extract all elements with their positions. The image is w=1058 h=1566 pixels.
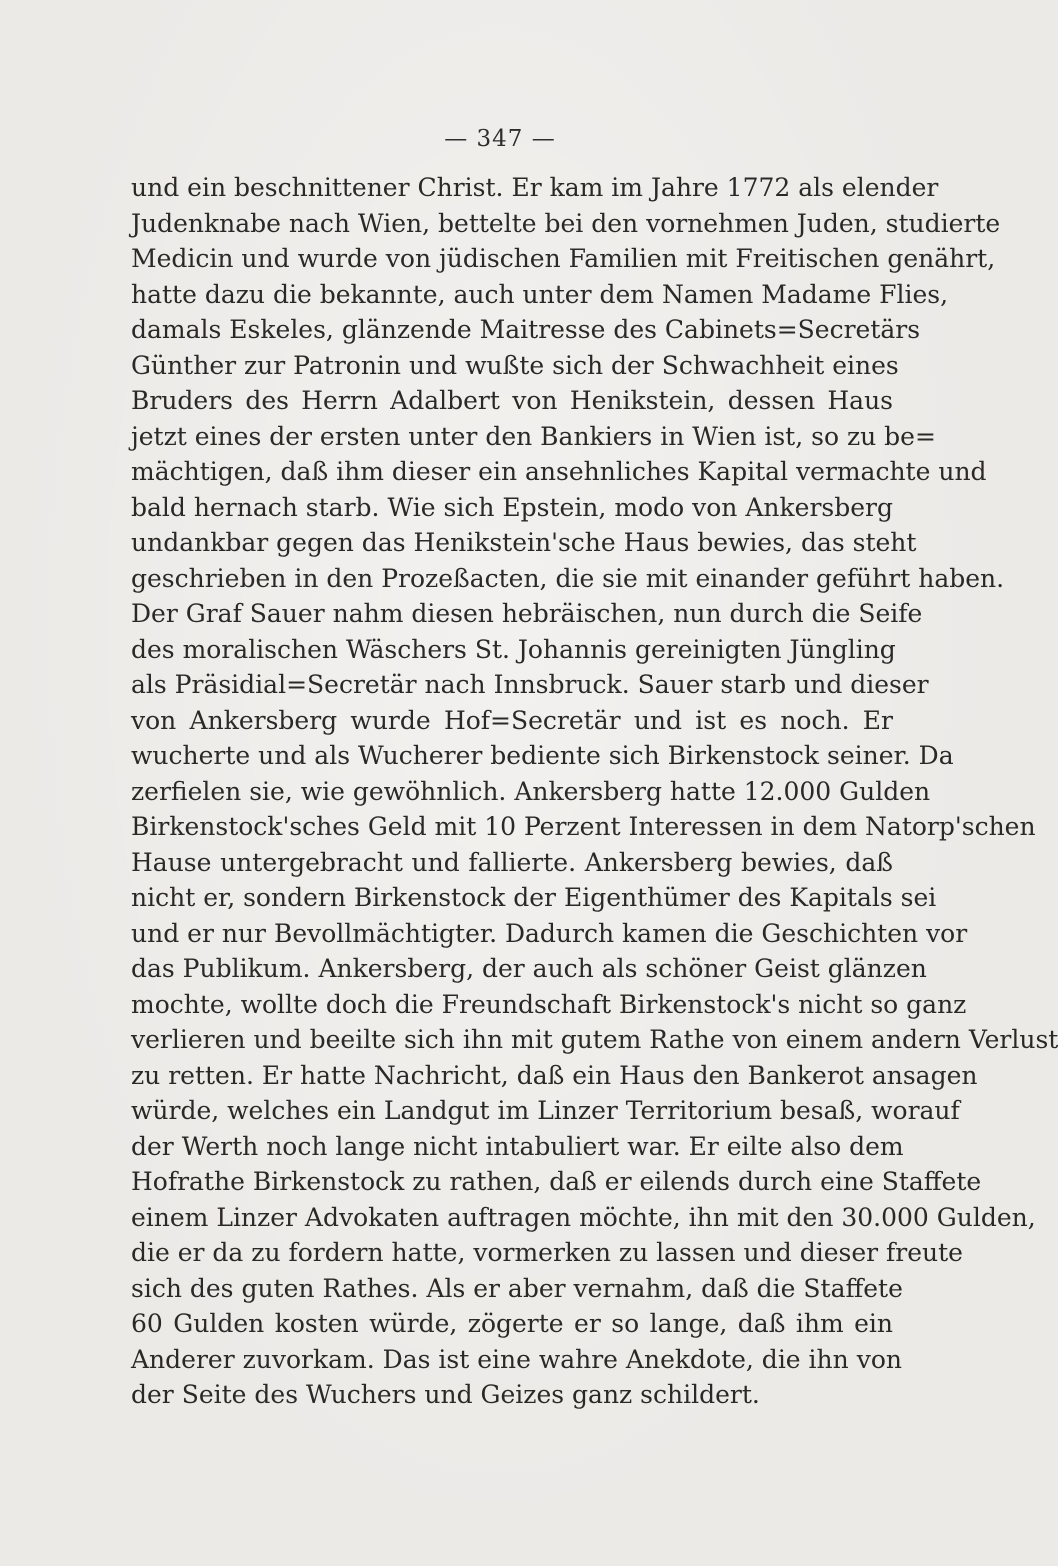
text-line: geschrieben in den Prozeßacten, die sie mit einander geführt haben. [131,563,1005,593]
text-line: wucherte und als Wucherer bediente sich Birkenstock seiner. Da [131,741,954,770]
text-line: einem Linzer Advokaten auftragen möchte, ihn mit den 30.000 Gulden, [131,1202,1036,1232]
text-line: als Präsidial=Secretär nach Innsbruck. Sauer starb und dieser [131,670,929,699]
text-line: der Seite des Wuchers und Geizes ganz schildert. [131,1380,760,1409]
body-text [131,170,1058,1413]
text-line: Bruders des Herrn Adalbert von Henikstein, dessen Haus [131,386,893,415]
text-line: zerfielen sie, wie gewöhnlich. Ankersberg hatte 12.000 Gulden [131,776,931,806]
text-line: Der Graf Sauer nahm diesen hebräischen, nun durch die Seife [131,599,923,628]
text-line: das Publikum. Ankersberg, der auch als schöner Geist glänzen [131,954,927,983]
text-line: Hofrathe Birkenstock zu rathen, daß er eilends durch eine Staffete [131,1167,982,1196]
text-line: von Ankersberg wurde Hof=Secretär und ist es noch. Er [131,705,893,735]
text-line: 60 Gulden kosten würde, zögerte er so lange, daß ihm ein [131,1309,893,1338]
text-line: und er nur Bevollmächtigter. Dadurch kamen die Geschichten vor [131,918,968,948]
text-line: hatte dazu die bekannte, auch unter dem Namen Madame Flies, [131,279,949,309]
text-line: Birkenstock'sches Geld mit 10 Perzent Interessen in dem Natorp'schen [131,812,1036,841]
text-line: undankbar gegen das Henikstein'sche Haus bewies, das steht [131,528,917,557]
text-line: Judenknabe nach Wien, bettelte bei den vornehmen Juden, studierte [131,208,1001,238]
text-line: nicht er, sondern Birkenstock der Eigenthümer des Kapitals sei [131,883,937,912]
text-line: des moralischen Wäschers St. Johannis gereinigten Jüngling [131,634,896,664]
text-line: Günther zur Patronin und wußte sich der Schwachheit eines [131,350,899,380]
text-line: Medicin und wurde von jüdischen Familien mit Freitischen genährt, [131,244,996,273]
text-line: zu retten. Er hatte Nachricht, daß ein Haus den Bankerot ansagen [131,1060,978,1090]
text-line: der Werth noch lange nicht intabuliert war. Er eilte also dem [131,1131,904,1161]
text-line: verlieren und beeilte sich ihn mit gutem Rathe von einem andern Verlust [131,1025,1058,1054]
text-line: Hause untergebracht und fallierte. Ankersberg bewies, daß [131,847,893,877]
text-line: die er da zu fordern hatte, vormerken zu lassen und dieser freute [131,1238,963,1267]
text-line: bald hernach starb. Wie sich Epstein, modo von Ankersberg [131,492,893,522]
text-line: und ein beschnittener Christ. Er kam im Jahre 1772 als elender [131,173,939,202]
page-number: — 347 — [444,126,556,152]
text-line: mochte, wollte doch die Freundschaft Birkenstock's nicht so ganz [131,989,967,1019]
text-line: mächtigen, daß ihm dieser ein ansehnliches Kapital vermachte und [131,457,987,486]
text-line: damals Eskeles, glänzende Maitresse des Cabinets=Secretärs [131,315,921,344]
text-line: Anderer zuvorkam. Das ist eine wahre Anekdote, die ihn von [131,1344,902,1374]
text-line: würde, welches ein Landgut im Linzer Territorium besaß, worauf [131,1096,960,1125]
text-line: jetzt eines der ersten unter den Bankiers in Wien ist, so zu be= [131,421,936,451]
text-line: sich des guten Rathes. Als er aber vernahm, daß die Staffete [131,1273,903,1303]
